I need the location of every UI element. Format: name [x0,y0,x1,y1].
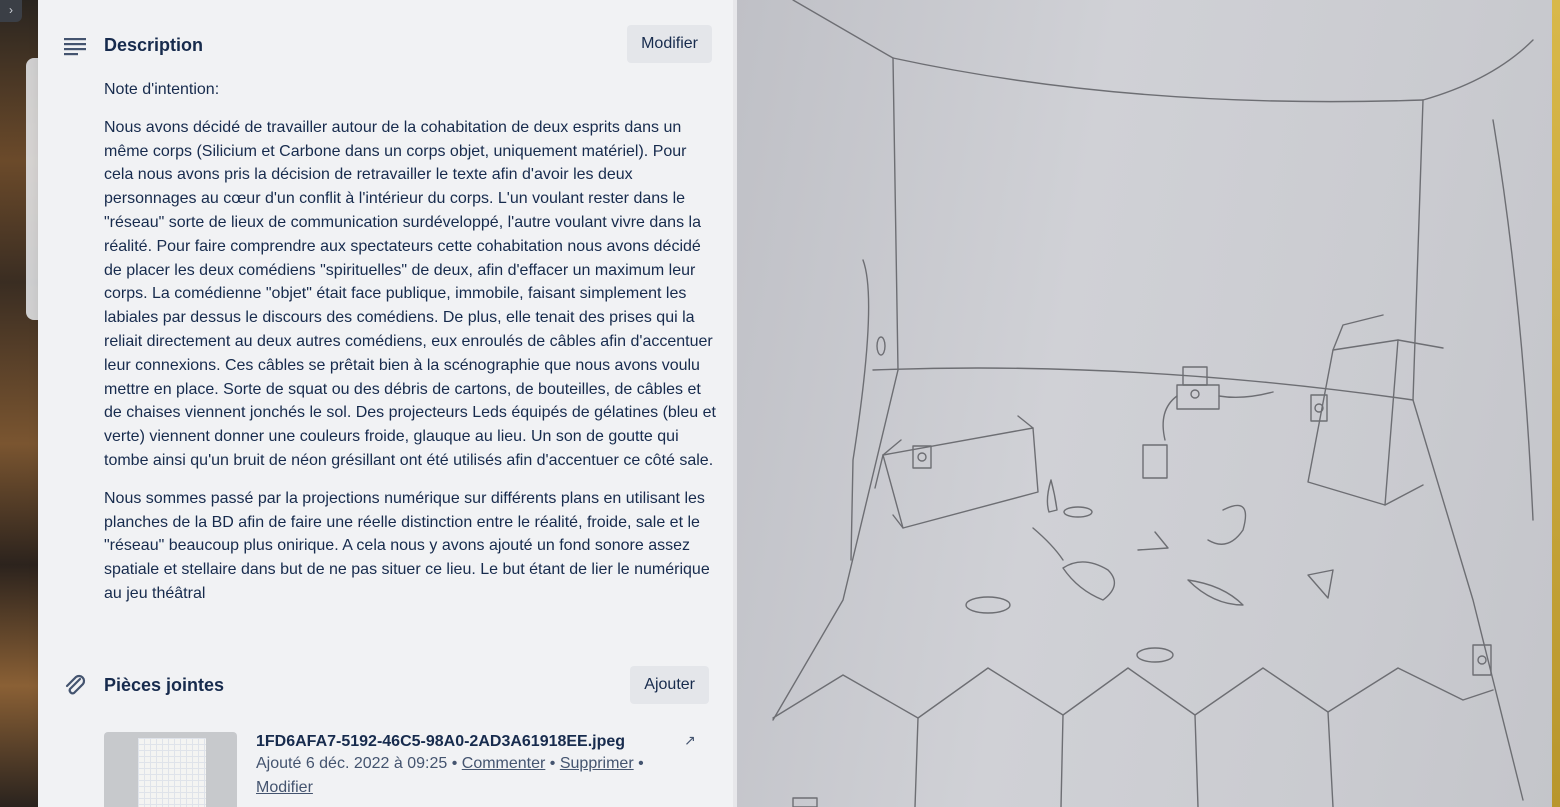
separator: • [545,755,560,772]
attachments-title: Pièces jointes [104,675,225,695]
attachment-filename[interactable]: 1FD6AFA7-5192-46C5-98A0-2AD3A61918EE.jpeg [256,733,626,750]
description-lines-icon [62,35,88,57]
board-background-strip [0,0,38,807]
thumbnail-sketch-image [138,738,206,807]
paperclip-icon [62,674,88,696]
attachment-thumbnail[interactable] [104,732,237,807]
attachment-added-date: Ajouté 6 déc. 2022 à 09:25 [256,755,448,772]
description-paragraph: Nous avons décidé de travailler autour de la cohabitation de deux esprits dans un même corps (Silicium et Carbone dans un corps objet, uniquement matériel). Pour cela nous avons pris la décision de retravailler le texte afin d'avoir les deux personnages au cœur d'un conflit à l'intérieur du corps. L'un voulant rester dans le "réseau" sorte de lieux de communication surdéveloppé, l'autre voulant vivre dans la réalité. Pour faire comprendre aux spectateurs cette cohabitation nous avons décidé de placer les deux comédiens "spirituelles" de deux, afin d'effacer un maximum leur corps. La comédienne "objet" était face publique, immobile, faisant simplement les labiales par dessus le discours des comédiens. De plus, elle tenait des prises qui la reliait directement au deux autres comédiens, eux enroulés de câbles afin d'accentuer leur connexions. Ces câbles se prêtait bien à la scénographie que nous avons voulu mettre en place. Sorte de squat ou des débris de cartons, de bouteilles, de câbles et de chaises viennent jonchés le sol. Des projecteurs Leds équipés de gélatines (bleu et verte) viennent donner une couleurs froide, glauque au lieu. Un son de goutte qui tombe ainsi qu'un bruit de néon grésillant ont été utilisés afin d'accentuer ce côté sale. [104,118,716,469]
attachments-header [38,666,733,706]
edit-description-button[interactable]: Modifier [627,25,712,63]
comment-attachment-link[interactable]: Commenter [461,755,546,772]
stage-sketch-drawing [733,0,1560,807]
description-title: Description [104,35,204,55]
description-header [38,25,733,65]
separator: • [447,755,462,772]
open-external-icon[interactable]: ↗ [684,732,696,748]
photo-background-edge [1552,0,1560,807]
description-text[interactable] [104,78,716,620]
card-detail-panel [38,0,733,807]
description-paragraph: Nous sommes passé par la projections numérique sur différents plans en utilisant les planches de la BD afin de faire une réelle distinction entre le réalité, froide, sale et le "réseau" beaucoup plus onirique. A cela nous y avons ajouté un fond sonore assez spatiale et stellaire dans but de ne pas situer ce lieu. Le but étant de lier le numérique au jeu théâtral [104,489,710,602]
description-paragraph: Note d'intention: [104,81,220,98]
add-attachment-button[interactable]: Ajouter [630,666,709,704]
separator: • [633,755,644,772]
attachment-preview-image [733,0,1560,807]
expand-chevron-icon[interactable]: › [0,0,22,22]
attachment-meta [256,752,696,800]
attachment-item [104,732,716,807]
delete-attachment-link[interactable]: Supprimer [559,755,634,772]
edit-attachment-link[interactable]: Modifier [256,779,313,796]
